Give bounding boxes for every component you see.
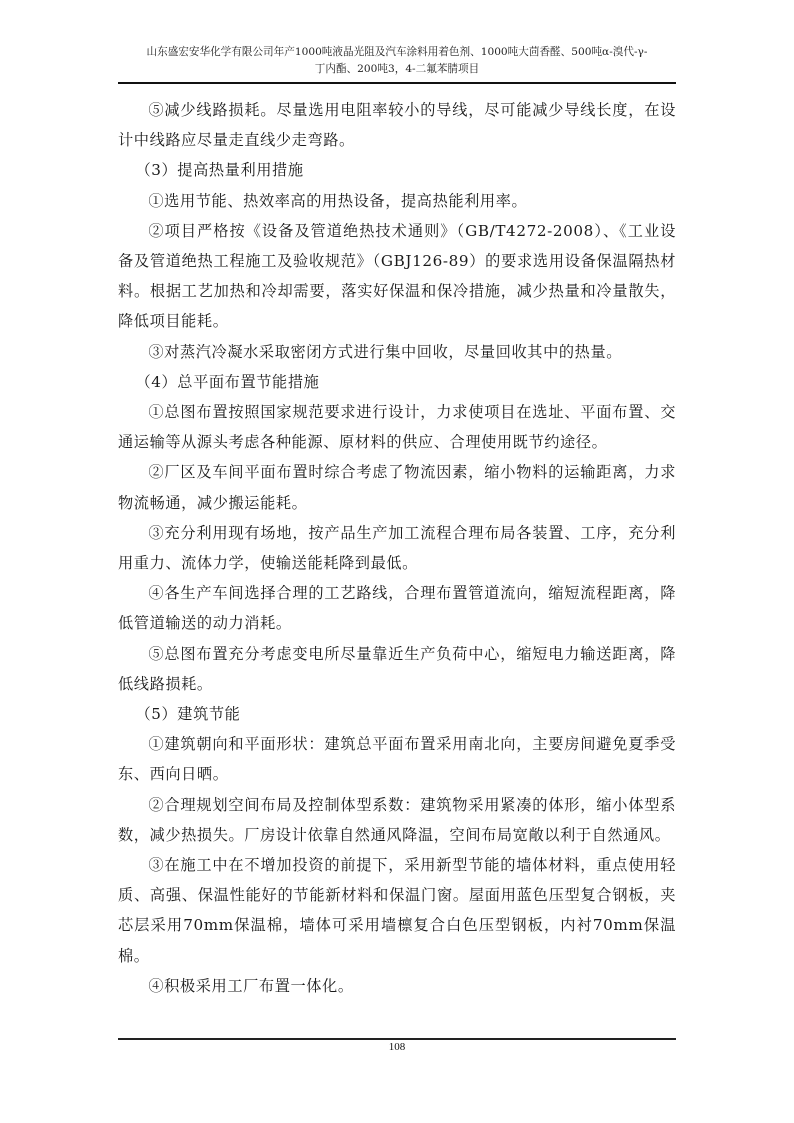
paragraph: ③充分利用现有场地，按产品生产加工流程合理布局各装置、工序，充分利用重力、流体力学，使输送能耗降到最低。 [118,523,676,573]
paragraph: ①建筑朝向和平面形状：建筑总平面布置采用南北向，主要房间避免夏季受东、西向日晒。 [118,735,676,784]
page-number: 108 [388,1041,406,1053]
header-divider [118,82,676,84]
section-heading-3: （3）提高热量利用措施 [135,161,304,180]
paragraph: ①选用节能、热效率高的用热设备，提高热能利用率。 [148,191,528,210]
paragraph-reduce-line-loss: ⑤减少线路损耗。尽量选用电阻率较小的导线，尽可能减少导线长度，在设计中线路应尽量走直线少走弯路。 [118,101,676,150]
paragraph: ②项目严格按《设备及管道绝热技术通则》（GB/T4272-2008）、《工业设备及管道绝热工程施工及验收规范》（GBJ126-89）的要求选用设备保温隔热材料。根据工艺加热和冷却需要，落实好保温和保冷措施，减少热量和冷量散失，降低项目能耗。 [118,221,676,331]
paragraph: ④积极采用工厂布置一体化。 [148,976,354,995]
section-heading-5: （5）建筑节能 [135,705,241,724]
footer-divider [118,1038,676,1040]
page-header [118,44,676,78]
section-heading-4: （4）总平面布置节能措施 [135,372,320,391]
paragraph: ③对蒸汽冷凝水采取密闭方式进行集中回收，尽量回收其中的热量。 [148,342,623,361]
header-title-line-1: 山东盛宏安华化学有限公司年产1000吨液晶光阻及汽车涂料用着色剂、1000吨大茴香醛、500吨α-溴代-γ- [146,46,648,58]
header-title-line-2: 丁内酯、200吨3，4-二氟苯腈项目 [314,63,480,75]
paragraph: ②厂区及车间平面布置时综合考虑了物流因素，缩小物料的运输距离，力求物流畅通，减少搬运能耗。 [118,463,676,512]
document-body [118,95,676,1001]
paragraph: ⑤总图布置充分考虑变电所尽量靠近生产负荷中心，缩短电力输送距离，降低线路损耗。 [118,644,676,693]
paragraph: ①总图布置按照国家规范要求进行设计，力求使项目在选址、平面布置、交通运输等从源头考虑各种能源、原材料的供应、合理使用既节约途径。 [118,403,676,452]
paragraph: ②合理规划空间布局及控制体型系数：建筑物采用紧凑的体形，缩小体型系数，减少热损失。厂房设计依靠自然通风降温，空间布局宽敞以利于自然通风。 [118,795,676,844]
paragraph: ④各生产车间选择合理的工艺路线，合理布置管道流向，缩短流程距离，降低管道输送的动力消耗。 [118,584,676,633]
paragraph: ③在施工中在不增加投资的前提下，采用新型节能的墙体材料，重点使用轻质、高强、保温性能好的节能新材料和保温门窗。屋面用蓝色压型复合钢板，夹芯层采用70mm保温棉，墙体可采用墙檩复合白色压型钢板，内衬70mm保温棉。 [118,856,676,965]
